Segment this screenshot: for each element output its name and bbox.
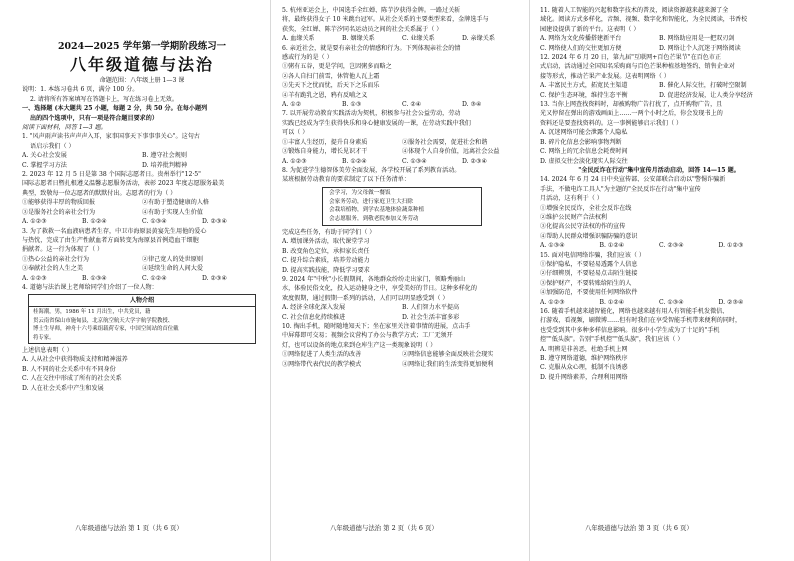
option: B. ①②④ [599,242,625,250]
option: A. 网络为文化传播搭建新平台 [540,35,622,43]
question-stem: 11. 随着人工智能的兴起和数字技术的普及，阅读资源越来越来源了全 [540,7,729,14]
page-1 [22,6,262,528]
statement: ④体现个人自身价值，远离社会公益 [402,148,500,156]
option: C. ②④ [402,101,422,109]
page-footer: 八年级道德与法治 第 1 页（共 6 页） [75,524,183,532]
note: 说明：1. 本练习卷共 6 页，满分 100 分。 [22,86,139,94]
option: A. 沉迷网络可能会泄露个人隐私 [540,129,628,137]
option: D. ③④ [462,101,482,109]
answer-options [282,34,522,43]
statement: ②仔细辨别，不要轻易点击陌生链接 [540,270,638,278]
option: B. ①②④ [599,298,625,306]
statement: ③锻炼自身能力，增长见识才干 [282,148,368,156]
option: A. 丰富民主方式，拓宽民主渠道 [540,82,628,90]
page-footer: 八年级道德与法治 第 2 页（共 6 页） [330,524,438,532]
statement-list [22,264,262,273]
section-heading: 出的四个选项中，只有一项是符合题目要求的） [30,114,158,122]
question-stem: 资料还是要查找资料的。这一事例能够启示我们（ ） [540,119,683,127]
option: C. 保护生态环境，维持生态平衡 [540,91,628,99]
question-stem: 感或行为的是（ ） [282,54,333,62]
option: B. ①②④ [82,218,107,226]
option: D. 培养批判精神 [142,161,188,169]
question-stem: 灯，也可以设备的地点来到仓库生产这一类现象说明（ ） [282,341,437,349]
task-item: 会学习，为父母做一餐饭 [329,189,391,196]
person-info-box [28,294,256,344]
option: C. 社会信息化持续推进 [282,313,346,321]
statement: ①丰富人生经历，提升自身素质 [282,138,368,146]
question-stem: 5. 杭州亚运会上，中国选手全红婵、陈芋汐获得金牌。一路过关斩 [282,7,461,14]
statement: ③保护财产，不要转账给陌生的人 [540,279,632,287]
option: D. 提升网络素养，合理利用网络 [540,373,628,381]
column-divider [270,0,271,561]
question-stem: 13. 当你上网查找资料时，却被购物广告打扰了，点开购物广告，且 [540,101,723,109]
statement: ②有助于塑造健康的人格 [142,199,210,207]
box-body [29,307,255,343]
statement: ②服务社会需要，促进社会和谐 [402,138,488,146]
option: A. ①② [282,101,302,109]
answer-options [540,44,778,53]
question-stem: 获奖，全红婵、陈芋汐同名运动员之间的社会关系属于（ ） [282,25,443,33]
question-stem: 欢度假期，通过假期一系列的活动，人们可以明显感受到（ ） [282,294,449,302]
column-divider [529,0,530,561]
page-footer: 八年级道德与法治 第 3 页（共 6 页） [585,524,693,532]
statement: ①保护隐私，不要轻易透露个人信息 [540,260,638,268]
answer-options [22,151,262,160]
question-stem: 打游戏，看视频，刷微博……但有时我们在享受智能手机带来便利的同时， [540,317,742,325]
option: D. ②③④ [202,274,227,282]
option: B. 姻缘关系 [342,35,375,43]
statement: ①热心公益的亲社会行为 [22,255,90,263]
question-stem: 域化。阅读方式多样化，音频、视频、数字化和智能化，为全民阅读，书香校 [540,16,748,24]
question-stem: 3. 为了救救一名血液病患者生存，中卫市海原县黄宴先生用他的爱心 [22,227,207,235]
option: A. ①②③ [22,218,47,226]
question-stem: 典型，致敬每一位志愿者的默默付出。志愿者的行为（ ） [22,189,177,197]
answer-options [282,303,522,312]
question-stem: 实践已经成为学生获得快乐和身心健康发展的一课，在劳动实践中我们 [282,119,471,127]
page-3 [540,6,778,528]
statement: ②各人自扫门前雪，休管他人瓦上霜 [282,72,380,80]
section-instruction: "全民反诈在行动"集中宣传月活动启动，回答 14—15 题。 [578,166,740,174]
answer-options [540,34,778,43]
option: D. ②③④ [462,157,487,165]
answer-options [22,274,262,283]
question-stem: 接等形式，推动芒果产业发展。这表明网络（ ） [540,72,670,80]
option: C. 克服从众心理，抵制不良诱惑 [540,364,628,372]
option: D. 网络让个人沉迷于网络阅读 [659,44,741,52]
task-list-box [322,187,482,226]
question-stem: 6. 亲近社会，就是要有亲社会的情感和行为。下列体现亲社会的情 [282,44,461,52]
question-stem: 8. 为促进学生德智体美劳全面发展，各学校开展了系列教育活动。 [282,166,461,174]
statement: ④网络让我们的生活变得更加便利 [402,360,494,368]
option: B. 碎片化信息会影响事物判断 [540,138,622,146]
option: C. ②③④ [659,242,684,250]
option: A. 增加课外活动，取代课堂学习 [282,238,370,246]
statement-list [282,350,522,359]
section-heading: 一、选择题 (本大题共 25 小题，每题 2 分，共 50 分。在每小题列 [22,105,208,113]
question-stem: 控""低头族"。告别"手机控""低头族"，我们应该（ ） [540,336,684,344]
note: 2. 请将所有答案填写在答题卡上，写在练习卷上无效。 [30,95,178,103]
statement: ②律己宽人的处世原则 [142,255,203,263]
statement-list [282,360,522,369]
question-stem: 完成这些任务，有助于同学们（ ） [282,228,376,236]
option: B. 遵守社会规则 [142,152,187,160]
statement: ③化提高公民守法权的作的宣传 [540,223,626,231]
option: B. 催化人际交往，打破时空限制 [659,82,747,90]
statement: ②网络信息能够全面反映社会现实 [402,351,494,359]
option: C. 网络使人们的交往更加方便 [540,44,622,52]
question-stem: 月活动，这有利于（ ） [540,195,603,203]
answer-options [540,81,778,90]
statement: ④加强防范，不要使用任何网络软件 [540,289,638,297]
statement: ③奉献社会的人生之美 [22,265,83,273]
answer-options [540,91,778,100]
exam-title: 2024—2025 学年第一学期阶段练习一 [58,41,226,52]
statement: ④羊有跪乳之恩，鸦有反哺之义 [282,91,368,99]
question-stem: 14. 2024 年 6 月 24 日中央宣传部、公安部联合启动以"警惕诈骗新 [540,176,726,184]
option: A. ①②③ [282,157,307,165]
option: C. 网络上的冗余信息会耗费时间 [540,148,628,156]
option: C. ①③④ [402,157,427,165]
option: C. 人在交往中形成了所有的社会关系 [22,375,122,383]
option: B. 遵守网络道德，维护网络秩序 [540,355,628,363]
option: C. ①③④ [659,298,684,306]
option: A. 关心社会发展 [22,152,67,160]
option: D. 人在社会关系中产生和发展 [22,384,104,392]
option: D. 促进经济发展，让人类分享经济 [659,91,753,99]
question-stem: 可以（ ） [282,129,309,137]
option: B. 网络助应用是一把双刃剑 [659,35,735,43]
option: D. 社会生活丰富多彩 [402,313,460,321]
task-item: 会栽培植物，到学农基地体验蔬菜种植 [329,207,425,214]
box-line: 贯云南省保山市施甸县，北京航空航天大学宇航学院教授、 [33,317,174,324]
question-stem: 某班根据劳动教育的要求制定了以下任务清单： [282,176,410,184]
subject-title: 八年级道德与法治 [69,55,214,74]
option: C. 掌握学习方法 [22,161,67,169]
statement: ④延续生命的人间大爱 [142,265,203,273]
statement: ④帮助人民群众增强识骗防骗的意识 [540,232,638,240]
option: D. ①②③ [718,242,744,250]
statement: ①粥有五谷，更是学问，岂因粥多而略之 [282,63,392,71]
answer-options [282,100,522,109]
statement: ①能够获得丰厚的物质回报 [22,199,96,207]
question-stem: 中屏幕即可交易；视频会议营构了办公与教学方式；工厂无须开 [282,332,453,340]
answer-options [22,217,262,226]
section-instruction: 阅读下面材料，回答 1—3 题。 [22,124,107,132]
question-stem: 水，体验民俗文化，投入运动健身之中，享受美好的节日。这种多样化的 [282,285,477,293]
option: A. 血缘关系 [282,35,315,43]
question-stem: 16. 随着手机越来越智能化，网络也越来越有用人有智能手机发微信、 [540,308,729,315]
answer-options [540,298,778,307]
option: A. ①②③ [540,298,565,306]
option: D. 提高实践技能，降低学习要求 [282,266,370,274]
option: A. 经济全球化深入发展 [282,304,346,312]
question-stem: 上述信息表明（ ） [22,346,73,354]
box-line: 博士生导师，神舟十六号乘组载荷专家，中国空间站的首位戴 [33,326,179,333]
question-stem: 光又停留在弹出的游戏画面上……一两个小时之后，你会发现书上的 [540,110,723,118]
question-stem: 语启示我们（ ） [30,142,75,150]
question-stem: 4. 道德与法治课上老师给同学们介绍了一位人物： [22,283,158,291]
option: A. ①②③ [22,274,47,282]
answer-options [22,161,262,170]
question-stem: 1. "风声雨声读书声声声入耳，家事国事天下事事事关心"。这句古 [22,133,200,141]
question-stem: 捐献者。这一行为体现了（ ） [22,246,104,254]
option: B. ①③ [342,101,362,109]
option: B. 人不同的社会关系中有不同身份 [22,365,116,373]
box-heading: 人物介绍 [29,295,255,307]
option: B. 人们智力水平提高 [402,304,460,312]
option: B. ①②④ [342,157,367,165]
question-stem: 2. 2023 年 12 月 5 日是第 38 个国际志愿者日。贵州举行"12·5" [22,171,201,179]
statement: ③网络带代表代民的教学模式 [282,360,362,368]
option: C. ①③④ [142,218,167,226]
statement-list [22,198,262,207]
option: D. 虚拟交往会淡化现实人际交往 [540,157,628,165]
statement: ④有助于实现人生价值 [142,208,203,216]
question-stem: 手法，不做电诈工具人"为主题的"全民反诈在行动"集中宣传 [540,185,701,193]
answer-options [282,313,522,322]
option: C. 提升综合素质，培养劳动能力 [282,257,370,265]
option: A. 明辨是非善恶，杜绝手机上网 [540,345,628,353]
box-line: 将专家。 [33,334,55,341]
statement-list [282,138,522,147]
exam-range: 命题范围：八年级上册 1—3 课 [99,77,185,84]
option: C. 业缘关系 [402,35,435,43]
question-stem: 国际志愿者日暨扎根遵义温馨志愿服务活动，表彰 2023 年度志愿服务最美 [22,180,225,188]
statement: ②维护公民财产合法权利 [540,213,608,221]
statement-list [22,208,262,217]
statement: ③是服务社会的亲社会行为 [22,208,96,216]
statement: ①网络促进了人类生活的改善 [282,351,362,359]
question-stem: 9. 2024 年"中秋"小长假期间，各地群众纷纷走出家门，领略秀丽山 [282,275,466,283]
option: A. ①③④ [540,242,565,250]
box-line: 桂海潮，男，1986 年 11 月出生，中共党员，籍 [33,309,151,316]
question-stem: 7. 以开展劳动教育实践活动为契机，积极参与社会公益劳动，劳动 [282,110,461,118]
answer-options [282,157,522,166]
task-item: 会志愿服务，到敬老院参加义务劳动 [329,216,419,223]
answer-options [540,241,778,250]
option: B. 改变角色定位，承担家长责任 [282,247,370,255]
statement-list [282,147,522,156]
option: C. ①②④ [142,274,167,282]
task-item: 会家务劳动，进行家庭卫生大扫除 [329,198,413,205]
question-stem: 将，最终获得女子 10 米跳台冠军。从社会关系的主要类型来看，金牌选手与 [282,16,489,24]
statement: ③先天下之忧而忧，后天下之乐而乐 [282,82,380,90]
option: B. ①③④ [82,274,107,282]
question-stem: 15. 面对电信网络诈骗，我们应该（ ） [540,251,645,259]
option: D. 亲缘关系 [462,35,495,43]
statement-list [22,255,262,264]
question-stem: 10. 掏出手机，随时随地知天下；坐在家里关注着事情的进展，点击手 [282,322,471,330]
option: A. 人从社会中获得物质支持和精神滋养 [22,356,128,364]
question-stem: 式启动，活动通过全国知名采购商与百色芒果种植基地签约、销售企业对 [540,63,735,71]
statement: ①增强全民反诈，全社会反诈在线 [540,204,632,212]
question-stem: 也受受到其中多种多样信息影响。很多中小学生成为了十足的"手机 [540,326,720,334]
question-stem: 园建设提供了新的平台。这表明（ ） [540,25,640,33]
page-2 [282,6,522,528]
question-stem: 与热忱，完成了由生产性献血者方面转变为海原县首例造血干细胞 [22,236,199,244]
question-stem: 12. 2024 年 6 月 20 日，第九届"互联网+百色芒果节"在百色市正 [540,54,722,62]
option: D. ②③④ [202,218,227,226]
option: D. ②③④ [718,298,744,306]
